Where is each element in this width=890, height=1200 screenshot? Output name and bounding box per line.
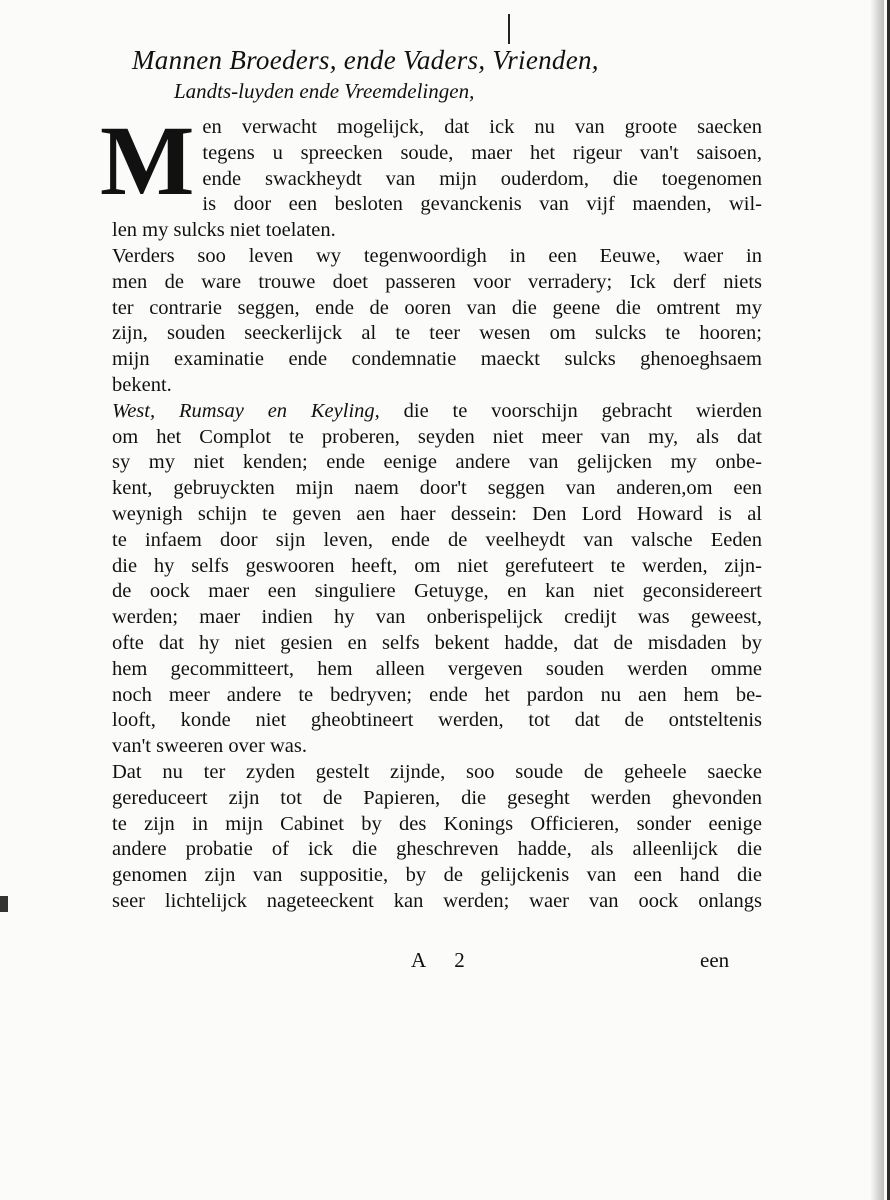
text-line: om het Complot te proberen, seyden niet meer van my, als dat	[112, 425, 762, 448]
text-line: ter contrarie seggen, ende de ooren van die geene die omtrent my	[112, 296, 762, 319]
text-line: zijn, souden seeckerlijck al te teer wesen om sulcks te hooren;	[112, 322, 762, 345]
drop-cap: M	[100, 105, 195, 216]
text-line: van't sweeren over was.	[112, 735, 307, 758]
signature-mark: A 2	[411, 948, 477, 972]
text-line	[112, 399, 762, 425]
catchword: een	[700, 948, 730, 972]
edge-mark	[0, 896, 8, 912]
text-line: seer lichtelijck nageteeckent kan werden; waer van oock onlangs	[112, 889, 762, 912]
text-line: werden; maer indien hy van onberispelijck credijt was geweest,	[112, 606, 762, 629]
text-line: ofte dat hy niet gesien en selfs bekent hadde, dat de misdaden by	[112, 631, 762, 654]
salutation-line-1: Mannen Broeders, ende Vaders, Vrienden,	[132, 45, 599, 75]
text-line: te zijn in mijn Cabinet by des Konings Officieren, sonder eenige	[112, 812, 762, 835]
text-line: en verwacht mogelijck, dat ick nu van groote saecken	[202, 116, 762, 138]
text-line: hem gecommitteert, hem alleen vergeven souden werden omme	[112, 657, 762, 680]
paragraph-2	[112, 244, 762, 399]
text-line: te infaem door sijn leven, ende de veelheydt van valsche Eeden	[112, 528, 762, 551]
text-line: sy my niet kenden; ende eenige andere van gelijcken my onbe-	[112, 451, 762, 474]
text-line: looft, konde niet gheobtineert werden, tot dat de ontsteltenis	[112, 709, 762, 732]
text-line: weynigh schijn te geven aen haer dessein: Den Lord Howard is al	[112, 502, 762, 525]
body-text	[100, 105, 763, 915]
text-line: gereduceert zijn tot de Papieren, die geseght werden ghevonden	[112, 786, 762, 809]
text-line: Verders soo leven wy tegenwoordigh in een Eeuwe, waer in	[112, 244, 762, 267]
fold-mark	[508, 14, 510, 44]
text-line: kent, gebruyckten mijn naem door't seggen van anderen,om een	[112, 477, 762, 500]
paragraph-1	[100, 105, 762, 244]
text-line: ende swackheydt van mijn ouderdom, die toegenomen	[202, 167, 762, 190]
paragraph-3	[112, 399, 762, 760]
text-line: genomen zijn van suppositie, by de gelijckenis van een hand die	[112, 864, 762, 887]
text-line: men de ware trouwe doet passeren voor verradery; Ick derf niets	[112, 270, 762, 293]
text-line: andere probatie of ick die gheschreven hadde, als alleenlijck die	[112, 838, 762, 861]
salutation-heading	[132, 44, 752, 104]
text-line: mijn examinatie ende condemnatie maeckt sulcks ghenoeghsaem	[112, 348, 762, 371]
text-line: len my sulcks niet toelaten.	[112, 219, 336, 242]
paragraph-4	[112, 760, 762, 915]
text-line: bekent.	[112, 373, 172, 396]
salutation-line-2: Landts-luyden ende Vreemdelingen,	[174, 79, 475, 103]
text-line: Dat nu ter zyden gestelt zijnde, soo soude de geheele saecke	[112, 760, 762, 783]
text-line: die hy selfs geswooren heeft, om niet gerefuteert te werden, zijn-	[112, 554, 762, 577]
text-line-rest: die te voorschijn gebracht wierden	[403, 399, 763, 422]
text-line: is door een besloten gevanckenis van vijf maenden, wil-	[202, 193, 762, 216]
text-line: noch meer andere te bedryven; ende het pardon nu aen hem be-	[112, 683, 762, 706]
text-line: de oock maer een singuliere Getuyge, en kan niet geconsidereert	[112, 580, 762, 603]
text-line: tegens u spreecken soude, maer het rigeur van't saisoen,	[202, 141, 762, 164]
witness-names: West, Rumsay en Keyling,	[112, 399, 380, 422]
